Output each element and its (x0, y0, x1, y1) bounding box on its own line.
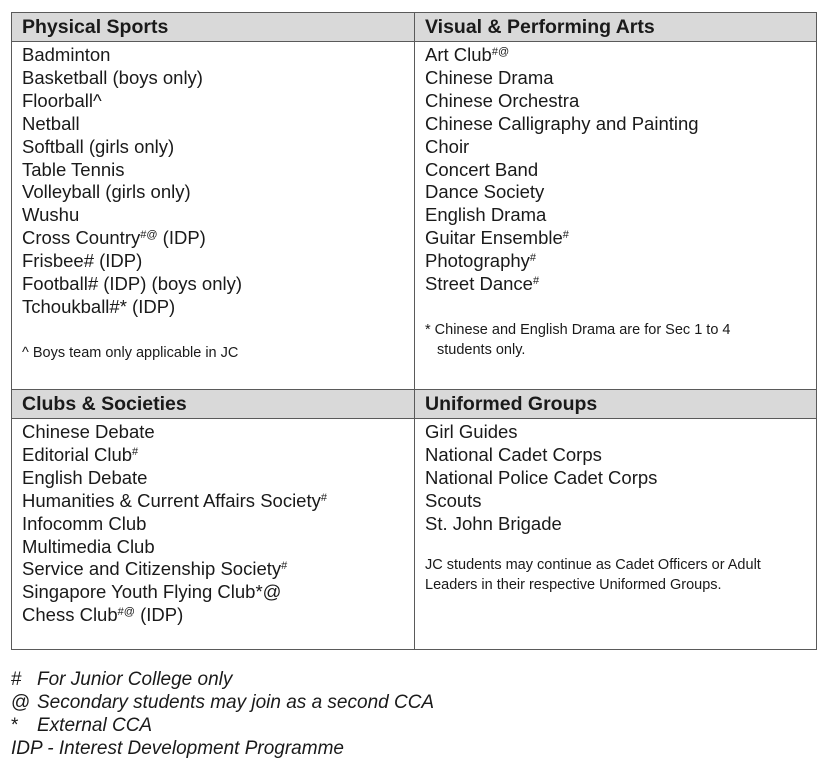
list-item (425, 136, 699, 159)
item-label: Choir (425, 135, 470, 157)
list-item (22, 67, 242, 90)
list-item (22, 273, 242, 296)
item-label: Guitar Ensemble (425, 227, 563, 249)
legend-symbol: @ (11, 692, 31, 713)
physical-sports-list (22, 44, 242, 319)
item-label: Chinese Debate (22, 421, 155, 442)
list-item (22, 159, 242, 182)
legend-text: External CCA (37, 715, 153, 736)
uniformed-heading: Uniformed Groups (415, 390, 816, 419)
list-item (22, 250, 242, 273)
physical-sports-heading: Physical Sports (12, 13, 414, 42)
list-item (425, 250, 699, 273)
item-label: Service and Citizenship Society (22, 558, 282, 580)
item-label: Football# (IDP) (boys only) (22, 273, 243, 295)
list-item (22, 421, 327, 444)
legend-symbol: * (11, 715, 19, 736)
clubs-list (22, 421, 327, 627)
item-label: Concert Band (425, 158, 539, 180)
list-item (425, 204, 699, 227)
list-item (425, 227, 699, 250)
list-item (425, 159, 699, 182)
legend-text: Secondary students may join as a second CCA (37, 692, 435, 713)
list-item (22, 536, 327, 559)
item-label: Floorball^ (22, 89, 102, 111)
item-label: Editorial Club (22, 443, 133, 465)
item-label: National Police Cadet Corps (425, 466, 658, 488)
list-item (22, 490, 327, 513)
list-item (22, 558, 327, 581)
item-suffix: (IDP) (157, 227, 206, 249)
item-label: Softball (girls only) (22, 135, 175, 157)
legend-item (11, 668, 434, 691)
item-label: Basketball (boys only) (22, 66, 203, 88)
item-footnote-mark: # (562, 229, 569, 242)
list-item (425, 490, 657, 513)
list-item (22, 581, 327, 604)
list-item (22, 513, 327, 536)
item-label: Dance Society (425, 181, 545, 203)
item-label: Art Club (425, 44, 492, 65)
item-label: St. John Brigade (425, 512, 562, 534)
list-item (425, 421, 657, 444)
item-footnote-mark: #@ (117, 606, 135, 619)
item-label: Chess Club (22, 604, 118, 626)
item-label: Street Dance (425, 273, 533, 295)
legend-symbol: # (11, 669, 22, 690)
item-label: Cross Country (22, 227, 141, 249)
item-label: Chinese Orchestra (425, 89, 580, 111)
list-item (425, 90, 699, 113)
list-item (425, 44, 699, 67)
list-item (22, 296, 242, 319)
physical-sports-note: ^ Boys team only applicable in JC (22, 345, 239, 361)
item-label: National Cadet Corps (425, 443, 602, 465)
legend-item (11, 714, 434, 737)
list-item (22, 467, 327, 490)
list-item (22, 204, 242, 227)
list-item (425, 467, 657, 490)
arts-heading: Visual & Performing Arts (415, 13, 816, 42)
legend-item (11, 737, 434, 760)
list-item (22, 113, 242, 136)
item-label: Multimedia Club (22, 535, 155, 557)
item-label: Humanities & Current Affairs Society (22, 489, 321, 511)
item-label: Photography (425, 250, 530, 272)
legend-text: IDP - Interest Development Programme (11, 738, 344, 759)
item-label: Tchoukball#* (IDP) (22, 295, 176, 317)
uniformed-list (425, 421, 657, 536)
legend-text: For Junior College only (37, 669, 233, 690)
column-divider (414, 13, 415, 649)
item-label: Chinese Calligraphy and Painting (425, 112, 699, 134)
arts-list (425, 44, 699, 296)
cca-table (11, 12, 817, 650)
item-label: Wushu (22, 204, 80, 226)
item-label: Scouts (425, 489, 482, 511)
item-label: Volleyball (girls only) (22, 181, 191, 203)
clubs-section (12, 390, 414, 649)
item-footnote-mark: #@ (140, 229, 158, 242)
list-item (22, 444, 327, 467)
list-item (425, 444, 657, 467)
list-item (22, 227, 242, 250)
legend (11, 668, 434, 760)
item-label: Singapore Youth Flying Club*@ (22, 581, 282, 603)
item-label: Girl Guides (425, 421, 518, 442)
arts-section (415, 13, 816, 389)
item-footnote-mark: # (132, 445, 139, 458)
item-label: Frisbee# (IDP) (22, 250, 143, 272)
item-footnote-mark: # (529, 252, 537, 265)
item-label: English Debate (22, 466, 148, 488)
physical-sports-section (12, 13, 414, 389)
item-footnote-mark: #@ (491, 46, 510, 58)
item-label: English Drama (425, 204, 547, 226)
item-footnote-mark: # (281, 560, 288, 573)
clubs-heading: Clubs & Societies (12, 390, 414, 419)
arts-note: * Chinese and English Drama are for Sec 1 to 4 students only. (425, 322, 731, 358)
list-item (425, 67, 699, 90)
item-footnote-mark: # (532, 275, 540, 288)
item-label: Badminton (22, 44, 111, 65)
row-divider (12, 389, 816, 390)
list-item (425, 181, 699, 204)
list-item (425, 513, 657, 536)
list-item (22, 44, 242, 67)
list-item (22, 136, 242, 159)
legend-item (11, 691, 434, 714)
item-label: Table Tennis (22, 158, 125, 180)
item-suffix: (IDP) (134, 604, 184, 626)
list-item (425, 113, 699, 136)
uniformed-note: JC students may continue as Cadet Officers or Adult Leaders in their respective Uniformed Groups. (425, 557, 761, 593)
item-footnote-mark: # (320, 491, 327, 504)
item-label: Chinese Drama (425, 66, 554, 88)
uniformed-section (415, 390, 816, 649)
list-item (22, 604, 327, 627)
list-item (22, 90, 242, 113)
list-item (22, 181, 242, 204)
list-item (425, 273, 699, 296)
item-label: Infocomm Club (22, 512, 147, 534)
item-label: Netball (22, 112, 80, 134)
